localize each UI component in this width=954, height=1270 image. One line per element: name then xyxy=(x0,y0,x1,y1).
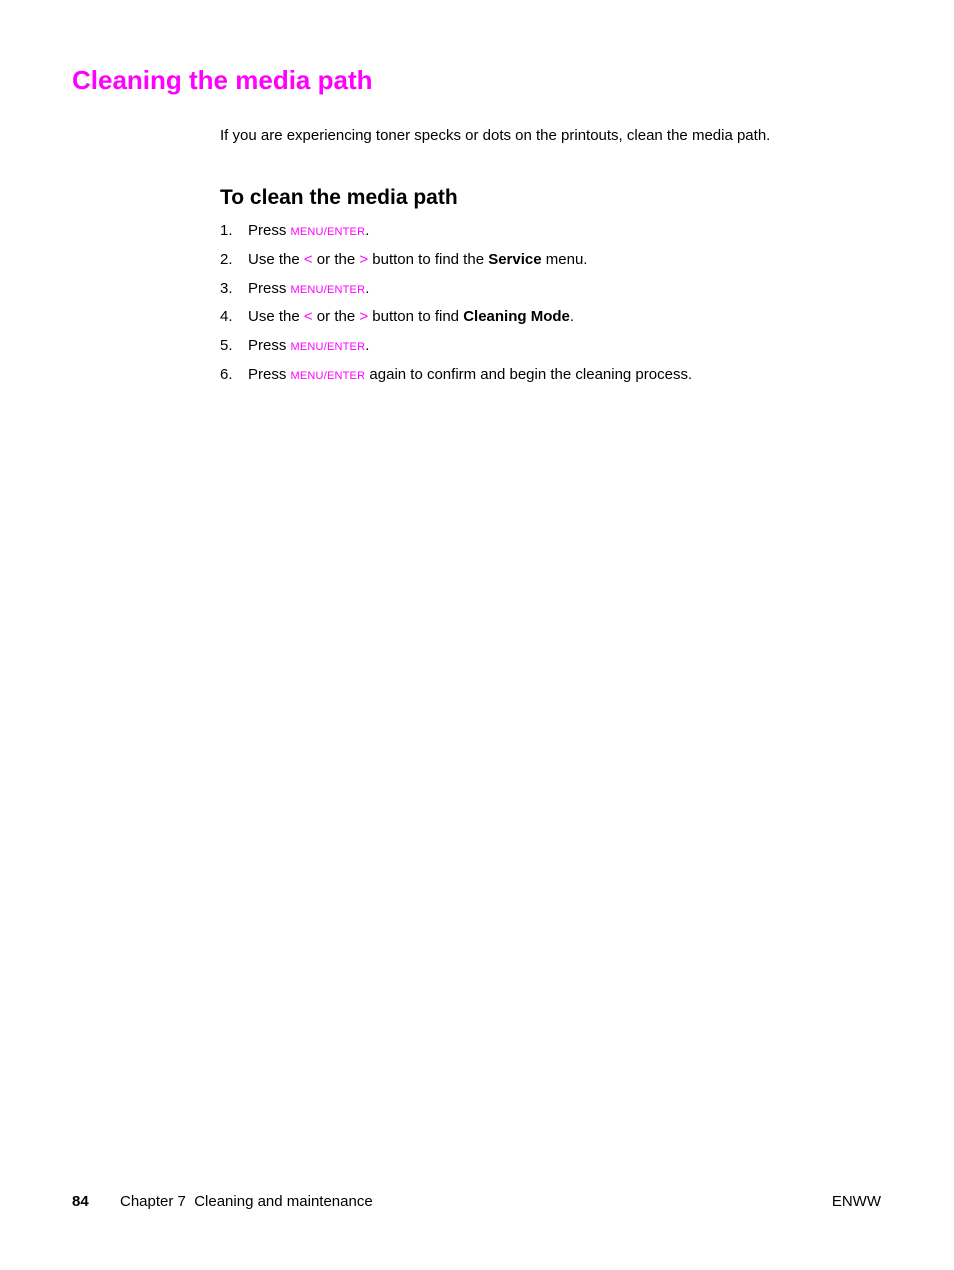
menu-enter-key: MENU/ENTER xyxy=(290,341,366,354)
step-text-after-arrow: button to find xyxy=(368,308,464,326)
step-number: 5. xyxy=(220,337,233,355)
left-arrow-key: < xyxy=(303,250,313,268)
step-number: 3. xyxy=(220,279,233,297)
step-number: 4. xyxy=(220,308,233,326)
step-text: Use the xyxy=(248,250,304,268)
step-text: Press xyxy=(248,337,291,355)
menu-enter-key: MENU/ENTER xyxy=(290,283,366,296)
step-text-mid: or the xyxy=(312,308,360,326)
intro-paragraph: If you are experiencing toner specks or dots on the printouts, clean the media path. xyxy=(220,127,771,144)
menu-enter-key: MENU/ENTER xyxy=(290,369,366,382)
step-text-end: . xyxy=(365,279,370,297)
step-text-end: again to confirm and begin the cleaning process. xyxy=(365,365,693,383)
menu-item-name: Cleaning Mode xyxy=(463,308,570,326)
step-6 xyxy=(220,365,692,394)
step-4 xyxy=(220,307,692,336)
step-text-end: . xyxy=(569,308,575,326)
step-text-mid: or the xyxy=(312,250,360,268)
step-3 xyxy=(220,279,692,308)
left-arrow-key: < xyxy=(303,308,313,326)
step-text-end: . xyxy=(365,222,370,239)
procedure-steps xyxy=(220,221,692,394)
footer-edition-label: ENWW xyxy=(831,1193,881,1210)
step-text: Press xyxy=(248,365,291,383)
right-arrow-key: > xyxy=(359,250,369,268)
step-text-after-arrow: button to find the xyxy=(368,250,489,268)
menu-enter-key: MENU/ENTER xyxy=(290,226,366,238)
step-number: 6. xyxy=(220,365,233,383)
footer-page-number: 84 xyxy=(72,1193,89,1210)
step-text-end: menu. xyxy=(541,250,588,268)
menu-name: Service xyxy=(488,250,542,268)
step-number: 1. xyxy=(220,222,233,239)
step-2 xyxy=(220,250,692,279)
step-text-end: . xyxy=(365,337,370,355)
procedure-heading: To clean the media path xyxy=(220,186,458,209)
right-arrow-key: > xyxy=(359,308,369,326)
step-1 xyxy=(220,221,692,250)
step-text: Press xyxy=(248,279,291,297)
step-5 xyxy=(220,336,692,365)
step-text: Press xyxy=(248,222,291,239)
step-text: Use the xyxy=(248,308,304,326)
step-number: 2. xyxy=(220,250,233,268)
footer-chapter: Chapter 7 Cleaning and maintenance xyxy=(120,1193,373,1210)
page-title: Cleaning the media path xyxy=(72,65,373,95)
